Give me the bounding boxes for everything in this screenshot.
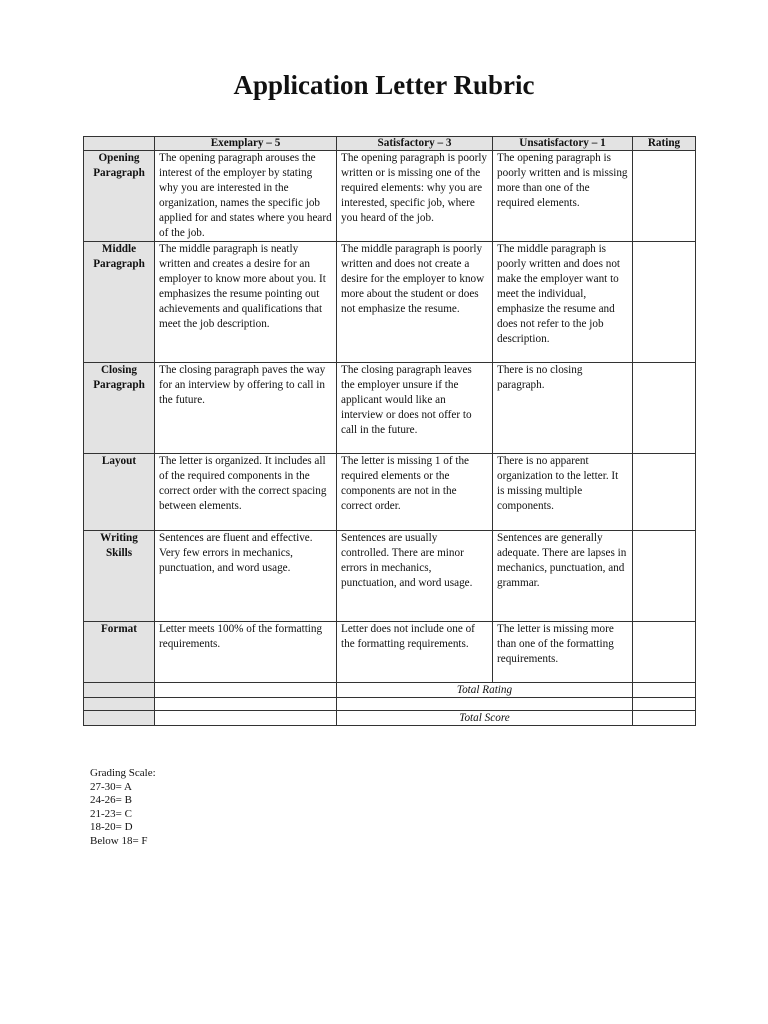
header-row: [84, 137, 696, 151]
total-row-label-cell: [84, 683, 155, 698]
satisfactory-cell: The opening paragraph is poorly written or is missing one of the required elements: why you are interested, specific job, where you heard of the job.: [337, 151, 493, 242]
unsatisfactory-cell: The middle paragraph is poorly written and does not make the employer want to meet the individual, emphasize the resume and does not refer to the job description.: [493, 242, 633, 363]
rubric-row-opening-paragraph: [84, 151, 696, 242]
rating-cell: [633, 454, 696, 531]
exemplary-header: Exemplary – 5: [155, 137, 337, 151]
rubric-row-format: [84, 622, 696, 683]
grading-scale-item: 18-20= D: [90, 821, 133, 833]
rating-cell: [633, 531, 696, 622]
blank-row-cell: [337, 698, 633, 711]
total-rating-value-cell: [633, 683, 696, 698]
criterion-label: Middle Paragraph: [84, 242, 155, 363]
exemplary-cell: The letter is organized. It includes all of the required components in the correct order with the correct spacing between elements.: [155, 454, 337, 531]
exemplary-cell: The closing paragraph paves the way for an interview by offering to call in the future.: [155, 363, 337, 454]
blank-row: [84, 698, 696, 711]
satisfactory-cell: The middle paragraph is poorly written and does not create a desire for the employer to know more about the student or does not emphasize the resume.: [337, 242, 493, 363]
total-row-blank-cell: [155, 683, 337, 698]
total-score-row: [84, 711, 696, 726]
unsatisfactory-cell: There is no closing paragraph.: [493, 363, 633, 454]
grading-scale-heading: Grading Scale:: [90, 767, 156, 779]
blank-row-label-cell: [84, 698, 155, 711]
grading-scale-item: 24-26= B: [90, 794, 132, 806]
total-score-value-cell: [633, 711, 696, 726]
criterion-label: Writing Skills: [84, 531, 155, 622]
exemplary-cell: Letter meets 100% of the formatting requirements.: [155, 622, 337, 683]
unsatisfactory-cell: Sentences are generally adequate. There are lapses in mechanics, punctuation, and grammar.: [493, 531, 633, 622]
rubric-row-closing-paragraph: [84, 363, 696, 454]
satisfactory-header: Satisfactory – 3: [337, 137, 493, 151]
criterion-label: Opening Paragraph: [84, 151, 155, 242]
rating-header: Rating: [633, 137, 696, 151]
page-title: Application Letter Rubric: [233, 70, 535, 100]
satisfactory-cell: Letter does not include one of the formatting requirements.: [337, 622, 493, 683]
grading-scale-item: Below 18= F: [90, 834, 148, 847]
exemplary-cell: The opening paragraph arouses the interest of the employer by stating why you are interested in the organization, names the specific job applied for and states where you heard of the job.: [155, 151, 337, 242]
unsatisfactory-cell: The opening paragraph is poorly written and is missing more than one of the required elements.: [493, 151, 633, 242]
total-rating-label: Total Rating: [337, 683, 633, 698]
criteria-header: [84, 137, 155, 151]
unsatisfactory-cell: There is no apparent organization to the letter. It is missing multiple components.: [493, 454, 633, 531]
grading-scale-item: 21-23= C: [90, 807, 132, 820]
rating-cell: [633, 242, 696, 363]
exemplary-cell: The middle paragraph is neatly written and creates a desire for an employer to know more about you. It emphasizes the resume pointing out achievements and qualifications that meet the job description.: [155, 242, 337, 363]
criterion-label: Layout: [84, 454, 155, 531]
unsatisfactory-cell: The letter is missing more than one of the formatting requirements.: [493, 622, 633, 683]
criterion-label: Closing Paragraph: [84, 363, 155, 454]
rubric-row-writing-skills: [84, 531, 696, 622]
criterion-label: Format: [84, 622, 155, 683]
satisfactory-cell: Sentences are usually controlled. There are minor errors in mechanics, punctuation, and word usage.: [337, 531, 493, 622]
total-row-label-cell: [84, 711, 155, 726]
rubric-table: [83, 136, 696, 726]
satisfactory-cell: The closing paragraph leaves the employer unsure if the applicant would like an interview or does not offer to call in the future.: [337, 363, 493, 454]
satisfactory-cell: The letter is missing 1 of the required elements or the components are not in the correct order.: [337, 454, 493, 531]
rating-cell: [633, 622, 696, 683]
unsatisfactory-header: Unsatisfactory – 1: [493, 137, 633, 151]
rubric-row-middle-paragraph: [84, 242, 696, 363]
total-score-label: Total Score: [337, 711, 633, 726]
total-row-blank-cell: [155, 711, 337, 726]
blank-row-cell: [633, 698, 696, 711]
rating-cell: [633, 363, 696, 454]
exemplary-cell: Sentences are fluent and effective. Very few errors in mechanics, punctuation, and word usage.: [155, 531, 337, 622]
total-rating-row: [84, 683, 696, 698]
grading-scale: [90, 767, 156, 848]
grading-scale-item: 27-30= A: [90, 780, 132, 793]
rating-cell: [633, 151, 696, 242]
blank-row-cell: [155, 698, 337, 711]
rubric-row-layout: [84, 454, 696, 531]
